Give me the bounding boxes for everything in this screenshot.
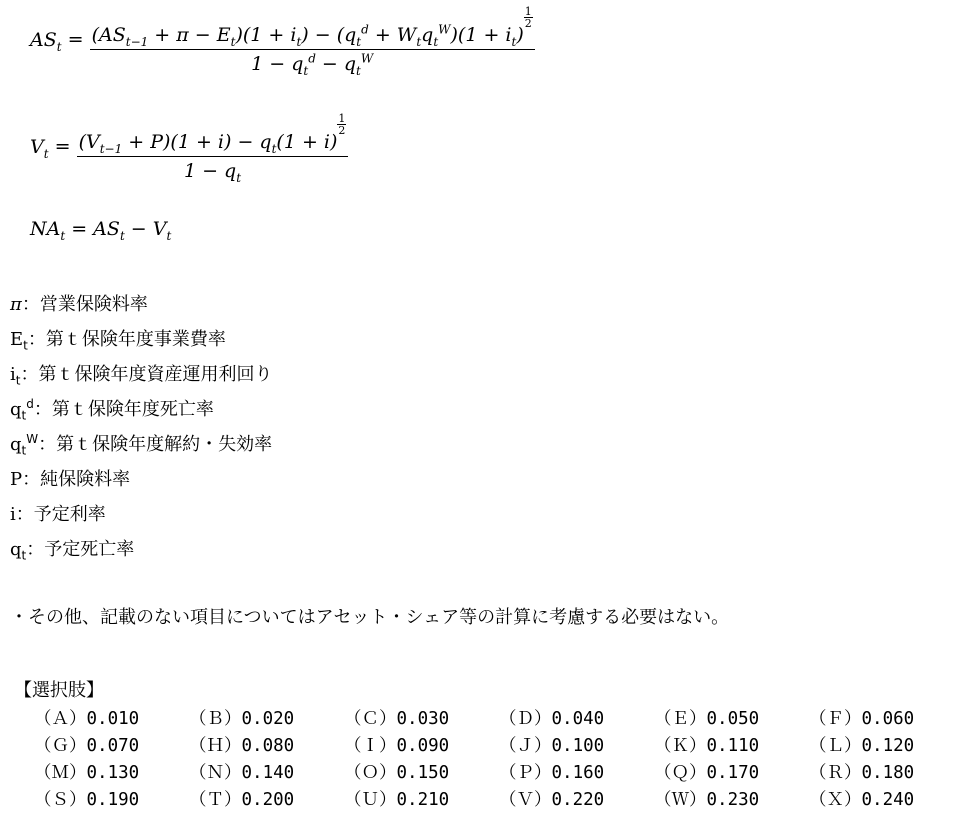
definition-investment-yield: $i_t$：第ｔ保険年度資産運用利回り [10,364,273,388]
answer-option: （Ｉ）0.090 [344,736,450,756]
answer-option: （Ａ）0.010 [34,709,140,729]
definition-assumed-mortality: $q_t$：予定死亡率 [10,539,135,563]
v-numerator: $(V_{t-1} + P)(1 + i) - q_t(1 + i)$ $\frac{1}{2}$ [77,113,349,157]
asset-share-formula: $AS_t$ = $(AS_{t-1} + \pi - E_t)(1 + i_t) - (q_t^d + W_tq_t^W)(1 + i_t)$ $\frac{1}{2}$ $1 - q_t^d - q_t^W$ [30,6,535,75]
answer-option: （Ｓ）0.190 [34,790,140,810]
answer-option: （Ｅ）0.050 [654,709,760,729]
answer-option: （Ｄ）0.040 [499,709,605,729]
answer-option: （Ｏ）0.150 [344,763,450,783]
answer-option: （Ｗ）0.230 [654,790,760,810]
note-text: ・その他、記載のない項目についてはアセット・シェア等の計算に考慮する必要はない。 [10,607,730,628]
definition-net-premium: P：純保険料率 [10,469,131,490]
definition-expense-rate: $E_t$：第ｔ保険年度事業費率 [10,329,226,353]
as-fraction [90,5,535,78]
as-numerator: $(AS_{t-1} + \pi - E_t)(1 + i_t) - (q_t^d + W_tq_t^W)(1 + i_t)$ $\frac{1}{2}$ [90,6,535,50]
answer-option: （Ｑ）0.170 [654,763,760,783]
answer-option: （Ｕ）0.210 [344,790,450,810]
definition-mortality-rate: $q_t^d$：第ｔ保険年度死亡率 [10,397,214,423]
answer-option: （Ｊ）0.100 [499,736,605,756]
as-denominator: $1 - q_t^d - q_t^W$ [251,51,374,78]
answer-option: （Ｖ）0.220 [499,790,605,810]
v-lhs: $V_t$ [30,135,49,161]
answer-option: （Ｇ）0.070 [34,736,140,756]
answer-option: （Ｌ）0.120 [809,736,915,756]
v-fraction [77,112,349,185]
answer-option: （Ｐ）0.160 [499,763,605,783]
answer-option: （Ｒ）0.180 [809,763,915,783]
answer-option: （Ｎ）0.140 [189,763,295,783]
answer-option: （Ｘ）0.240 [809,790,915,810]
answer-option: （Ｈ）0.080 [189,736,295,756]
answer-option: （Ｍ）0.130 [34,763,140,783]
as-lhs: $AS_t$ [30,28,62,54]
definition-assumed-interest: i：予定利率 [10,504,106,525]
answer-option: （Ｂ）0.020 [189,709,295,729]
answer-option: （Ｆ）0.060 [809,709,915,729]
options-heading: 【選択肢】 [14,680,104,701]
reserve-formula: $V_t$ = $(V_{t-1} + P)(1 + i) - q_t(1 + i)$ $\frac{1}{2}$ $1 - q_t$ [30,113,348,182]
as-exponent: $\frac{1}{2}$ [524,5,532,30]
answer-option: （Ｔ）0.200 [189,790,295,810]
answer-option: （Ｃ）0.030 [344,709,450,729]
answer-option: （Ｋ）0.110 [654,736,760,756]
definition-lapse-rate: $q_t^W$：第ｔ保険年度解約・失効率 [10,432,273,458]
v-exponent: $\frac{1}{2}$ [338,112,346,137]
definition-premium-rate: π：営業保険料率 [10,294,148,315]
v-denominator: $1 - q_t$ [183,160,242,185]
net-asset-formula: $NA_t = AS_t - V_t$ [30,218,172,243]
